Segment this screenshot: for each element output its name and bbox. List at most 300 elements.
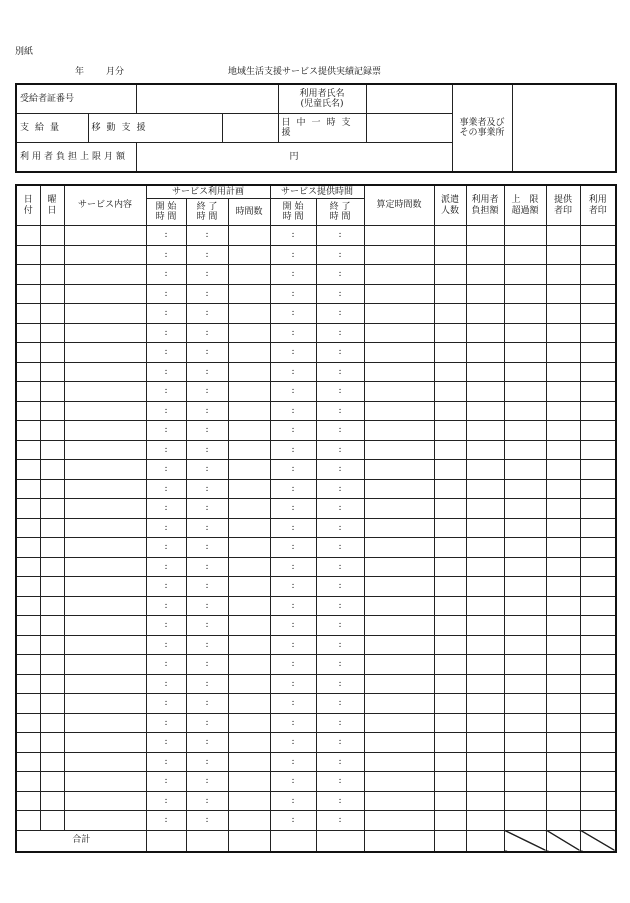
billing-hours-cell[interactable] [364,499,434,519]
actual-start-cell[interactable] [270,343,316,363]
plan-hours-cell[interactable] [228,226,270,246]
service-content-cell[interactable] [64,401,146,421]
excess-cell[interactable] [504,284,546,304]
plan-hours-cell[interactable] [228,499,270,519]
weekday-cell[interactable] [40,499,64,519]
mobility-support-field[interactable] [222,114,278,143]
actual-end-cell[interactable] [316,245,364,265]
plan-end-cell[interactable] [186,694,228,714]
day-cell[interactable] [16,284,40,304]
actual-start-cell[interactable] [270,479,316,499]
plan-hours-cell[interactable] [228,557,270,577]
actual-start-cell[interactable] [270,440,316,460]
dispatch-cell[interactable] [434,323,466,343]
plan-end-cell[interactable] [186,557,228,577]
actual-end-cell[interactable] [316,362,364,382]
plan-end-cell[interactable] [186,343,228,363]
copay-cell[interactable] [466,265,504,285]
billing-hours-cell[interactable] [364,265,434,285]
user-seal-cell[interactable] [580,265,616,285]
copay-cell[interactable] [466,460,504,480]
dispatch-cell[interactable] [434,245,466,265]
actual-end-cell[interactable] [316,401,364,421]
copay-limit-field[interactable] [136,143,452,173]
dispatch-cell[interactable] [434,226,466,246]
plan-start-cell[interactable] [146,343,186,363]
service-content-cell[interactable] [64,226,146,246]
dispatch-cell[interactable] [434,499,466,519]
actual-end-cell[interactable] [316,460,364,480]
day-cell[interactable] [16,343,40,363]
actual-end-cell[interactable] [316,635,364,655]
excess-cell[interactable] [504,791,546,811]
excess-cell[interactable] [504,499,546,519]
dispatch-cell[interactable] [434,538,466,558]
weekday-cell[interactable] [40,752,64,772]
excess-cell[interactable] [504,616,546,636]
plan-hours-cell[interactable] [228,304,270,324]
weekday-cell[interactable] [40,538,64,558]
billing-hours-cell[interactable] [364,518,434,538]
plan-end-cell[interactable] [186,655,228,675]
excess-cell[interactable] [504,655,546,675]
actual-start-cell[interactable] [270,772,316,792]
service-content-cell[interactable] [64,245,146,265]
billing-hours-cell[interactable] [364,343,434,363]
total-plan-end[interactable] [186,830,228,852]
weekday-cell[interactable] [40,596,64,616]
service-content-cell[interactable] [64,811,146,831]
service-content-cell[interactable] [64,460,146,480]
actual-end-cell[interactable] [316,791,364,811]
actual-end-cell[interactable] [316,752,364,772]
weekday-cell[interactable] [40,733,64,753]
plan-hours-cell[interactable] [228,265,270,285]
plan-hours-cell[interactable] [228,616,270,636]
excess-cell[interactable] [504,733,546,753]
actual-start-cell[interactable] [270,635,316,655]
plan-end-cell[interactable] [186,538,228,558]
plan-start-cell[interactable] [146,811,186,831]
excess-cell[interactable] [504,772,546,792]
excess-cell[interactable] [504,752,546,772]
copay-cell[interactable] [466,440,504,460]
provider-seal-cell[interactable] [546,713,580,733]
actual-start-cell[interactable] [270,791,316,811]
billing-hours-cell[interactable] [364,479,434,499]
billing-hours-cell[interactable] [364,226,434,246]
actual-start-cell[interactable] [270,460,316,480]
dispatch-cell[interactable] [434,635,466,655]
actual-start-cell[interactable] [270,694,316,714]
actual-start-cell[interactable] [270,499,316,519]
service-content-cell[interactable] [64,421,146,441]
provider-seal-cell[interactable] [546,694,580,714]
day-cell[interactable] [16,499,40,519]
day-cell[interactable] [16,713,40,733]
plan-start-cell[interactable] [146,226,186,246]
dispatch-cell[interactable] [434,460,466,480]
weekday-cell[interactable] [40,772,64,792]
service-content-cell[interactable] [64,538,146,558]
dispatch-cell[interactable] [434,362,466,382]
actual-end-cell[interactable] [316,577,364,597]
copay-cell[interactable] [466,479,504,499]
dispatch-cell[interactable] [434,304,466,324]
billing-hours-cell[interactable] [364,362,434,382]
day-cell[interactable] [16,460,40,480]
user-seal-cell[interactable] [580,713,616,733]
actual-end-cell[interactable] [316,343,364,363]
actual-end-cell[interactable] [316,713,364,733]
billing-hours-cell[interactable] [364,421,434,441]
service-content-cell[interactable] [64,791,146,811]
plan-end-cell[interactable] [186,733,228,753]
actual-end-cell[interactable] [316,811,364,831]
weekday-cell[interactable] [40,811,64,831]
provider-seal-cell[interactable] [546,323,580,343]
dispatch-cell[interactable] [434,401,466,421]
plan-end-cell[interactable] [186,265,228,285]
plan-end-cell[interactable] [186,226,228,246]
plan-end-cell[interactable] [186,362,228,382]
provider-seal-cell[interactable] [546,674,580,694]
plan-end-cell[interactable] [186,284,228,304]
day-cell[interactable] [16,694,40,714]
weekday-cell[interactable] [40,382,64,402]
provider-seal-cell[interactable] [546,382,580,402]
actual-end-cell[interactable] [316,557,364,577]
provider-field[interactable] [512,84,616,172]
copay-cell[interactable] [466,596,504,616]
provider-seal-cell[interactable] [546,577,580,597]
plan-hours-cell[interactable] [228,518,270,538]
user-seal-cell[interactable] [580,479,616,499]
user-seal-cell[interactable] [580,596,616,616]
copay-cell[interactable] [466,421,504,441]
total-dispatch[interactable] [434,830,466,852]
actual-end-cell[interactable] [316,323,364,343]
user-seal-cell[interactable] [580,752,616,772]
plan-start-cell[interactable] [146,440,186,460]
dispatch-cell[interactable] [434,674,466,694]
plan-end-cell[interactable] [186,616,228,636]
plan-end-cell[interactable] [186,323,228,343]
weekday-cell[interactable] [40,440,64,460]
day-cell[interactable] [16,382,40,402]
weekday-cell[interactable] [40,655,64,675]
dispatch-cell[interactable] [434,596,466,616]
user-seal-cell[interactable] [580,499,616,519]
copay-cell[interactable] [466,226,504,246]
copay-cell[interactable] [466,245,504,265]
plan-start-cell[interactable] [146,674,186,694]
plan-start-cell[interactable] [146,323,186,343]
day-cell[interactable] [16,811,40,831]
actual-end-cell[interactable] [316,440,364,460]
plan-hours-cell[interactable] [228,343,270,363]
actual-start-cell[interactable] [270,265,316,285]
dispatch-cell[interactable] [434,518,466,538]
billing-hours-cell[interactable] [364,655,434,675]
dispatch-cell[interactable] [434,772,466,792]
plan-end-cell[interactable] [186,635,228,655]
billing-hours-cell[interactable] [364,772,434,792]
billing-hours-cell[interactable] [364,460,434,480]
plan-end-cell[interactable] [186,791,228,811]
provider-seal-cell[interactable] [546,245,580,265]
excess-cell[interactable] [504,401,546,421]
day-cell[interactable] [16,226,40,246]
excess-cell[interactable] [504,596,546,616]
plan-hours-cell[interactable] [228,323,270,343]
plan-start-cell[interactable] [146,655,186,675]
user-seal-cell[interactable] [580,577,616,597]
actual-end-cell[interactable] [316,596,364,616]
plan-start-cell[interactable] [146,401,186,421]
actual-end-cell[interactable] [316,538,364,558]
plan-end-cell[interactable] [186,596,228,616]
plan-end-cell[interactable] [186,772,228,792]
excess-cell[interactable] [504,440,546,460]
weekday-cell[interactable] [40,323,64,343]
weekday-cell[interactable] [40,362,64,382]
plan-hours-cell[interactable] [228,460,270,480]
weekday-cell[interactable] [40,401,64,421]
weekday-cell[interactable] [40,479,64,499]
dispatch-cell[interactable] [434,713,466,733]
service-content-cell[interactable] [64,382,146,402]
provider-seal-cell[interactable] [546,304,580,324]
service-content-cell[interactable] [64,440,146,460]
plan-start-cell[interactable] [146,382,186,402]
weekday-cell[interactable] [40,577,64,597]
user-seal-cell[interactable] [580,284,616,304]
copay-cell[interactable] [466,713,504,733]
plan-end-cell[interactable] [186,245,228,265]
actual-start-cell[interactable] [270,518,316,538]
total-actual-start[interactable] [270,830,316,852]
service-content-cell[interactable] [64,713,146,733]
user-seal-cell[interactable] [580,245,616,265]
actual-end-cell[interactable] [316,655,364,675]
actual-end-cell[interactable] [316,421,364,441]
plan-hours-cell[interactable] [228,538,270,558]
excess-cell[interactable] [504,343,546,363]
user-seal-cell[interactable] [580,382,616,402]
user-seal-cell[interactable] [580,440,616,460]
user-seal-cell[interactable] [580,772,616,792]
day-cell[interactable] [16,557,40,577]
user-seal-cell[interactable] [580,557,616,577]
plan-end-cell[interactable] [186,674,228,694]
weekday-cell[interactable] [40,304,64,324]
plan-hours-cell[interactable] [228,694,270,714]
actual-start-cell[interactable] [270,713,316,733]
dispatch-cell[interactable] [434,265,466,285]
weekday-cell[interactable] [40,343,64,363]
actual-start-cell[interactable] [270,382,316,402]
service-content-cell[interactable] [64,596,146,616]
day-cell[interactable] [16,791,40,811]
provider-seal-cell[interactable] [546,440,580,460]
weekday-cell[interactable] [40,557,64,577]
copay-cell[interactable] [466,538,504,558]
plan-hours-cell[interactable] [228,440,270,460]
actual-start-cell[interactable] [270,811,316,831]
actual-start-cell[interactable] [270,421,316,441]
day-cell[interactable] [16,752,40,772]
excess-cell[interactable] [504,460,546,480]
actual-start-cell[interactable] [270,557,316,577]
actual-start-cell[interactable] [270,284,316,304]
excess-cell[interactable] [504,694,546,714]
copay-cell[interactable] [466,401,504,421]
plan-hours-cell[interactable] [228,382,270,402]
provider-seal-cell[interactable] [546,499,580,519]
plan-hours-cell[interactable] [228,284,270,304]
copay-cell[interactable] [466,772,504,792]
plan-start-cell[interactable] [146,284,186,304]
day-cell[interactable] [16,596,40,616]
service-content-cell[interactable] [64,616,146,636]
actual-end-cell[interactable] [316,518,364,538]
day-cell[interactable] [16,362,40,382]
dispatch-cell[interactable] [434,752,466,772]
copay-cell[interactable] [466,811,504,831]
weekday-cell[interactable] [40,674,64,694]
billing-hours-cell[interactable] [364,733,434,753]
provider-seal-cell[interactable] [546,284,580,304]
plan-hours-cell[interactable] [228,772,270,792]
dispatch-cell[interactable] [434,791,466,811]
day-cell[interactable] [16,323,40,343]
plan-end-cell[interactable] [186,382,228,402]
excess-cell[interactable] [504,382,546,402]
plan-end-cell[interactable] [186,518,228,538]
service-content-cell[interactable] [64,674,146,694]
day-cell[interactable] [16,518,40,538]
plan-hours-cell[interactable] [228,479,270,499]
service-content-cell[interactable] [64,304,146,324]
provider-seal-cell[interactable] [546,733,580,753]
actual-start-cell[interactable] [270,596,316,616]
excess-cell[interactable] [504,557,546,577]
dispatch-cell[interactable] [434,557,466,577]
provider-seal-cell[interactable] [546,421,580,441]
weekday-cell[interactable] [40,265,64,285]
dispatch-cell[interactable] [434,343,466,363]
user-seal-cell[interactable] [580,635,616,655]
billing-hours-cell[interactable] [364,401,434,421]
service-content-cell[interactable] [64,655,146,675]
excess-cell[interactable] [504,811,546,831]
user-seal-cell[interactable] [580,791,616,811]
plan-hours-cell[interactable] [228,713,270,733]
excess-cell[interactable] [504,226,546,246]
plan-start-cell[interactable] [146,518,186,538]
provider-seal-cell[interactable] [546,811,580,831]
user-seal-cell[interactable] [580,323,616,343]
dispatch-cell[interactable] [434,382,466,402]
copay-cell[interactable] [466,733,504,753]
day-cell[interactable] [16,538,40,558]
actual-start-cell[interactable] [270,401,316,421]
billing-hours-cell[interactable] [364,616,434,636]
actual-end-cell[interactable] [316,382,364,402]
weekday-cell[interactable] [40,713,64,733]
actual-end-cell[interactable] [316,226,364,246]
excess-cell[interactable] [504,538,546,558]
plan-start-cell[interactable] [146,694,186,714]
actual-end-cell[interactable] [316,265,364,285]
copay-cell[interactable] [466,323,504,343]
plan-end-cell[interactable] [186,460,228,480]
provider-seal-cell[interactable] [546,343,580,363]
provider-seal-cell[interactable] [546,479,580,499]
user-seal-cell[interactable] [580,226,616,246]
weekday-cell[interactable] [40,616,64,636]
plan-end-cell[interactable] [186,440,228,460]
copay-cell[interactable] [466,557,504,577]
excess-cell[interactable] [504,304,546,324]
plan-start-cell[interactable] [146,557,186,577]
plan-start-cell[interactable] [146,245,186,265]
plan-hours-cell[interactable] [228,245,270,265]
plan-end-cell[interactable] [186,577,228,597]
daytime-support-field[interactable] [366,114,452,143]
total-actual-end[interactable] [316,830,364,852]
provider-seal-cell[interactable] [546,616,580,636]
provider-seal-cell[interactable] [546,557,580,577]
service-content-cell[interactable] [64,635,146,655]
provider-seal-cell[interactable] [546,226,580,246]
plan-start-cell[interactable] [146,577,186,597]
billing-hours-cell[interactable] [364,577,434,597]
user-seal-cell[interactable] [580,304,616,324]
plan-start-cell[interactable] [146,421,186,441]
copay-cell[interactable] [466,694,504,714]
billing-hours-cell[interactable] [364,713,434,733]
copay-cell[interactable] [466,382,504,402]
provider-seal-cell[interactable] [546,772,580,792]
billing-hours-cell[interactable] [364,674,434,694]
actual-start-cell[interactable] [270,245,316,265]
billing-hours-cell[interactable] [364,323,434,343]
provider-seal-cell[interactable] [546,460,580,480]
user-seal-cell[interactable] [580,616,616,636]
plan-start-cell[interactable] [146,635,186,655]
billing-hours-cell[interactable] [364,596,434,616]
provider-seal-cell[interactable] [546,791,580,811]
user-seal-cell[interactable] [580,421,616,441]
plan-end-cell[interactable] [186,713,228,733]
excess-cell[interactable] [504,479,546,499]
day-cell[interactable] [16,245,40,265]
service-content-cell[interactable] [64,284,146,304]
plan-start-cell[interactable] [146,752,186,772]
total-billing-hours[interactable] [364,830,434,852]
actual-start-cell[interactable] [270,752,316,772]
plan-start-cell[interactable] [146,479,186,499]
provider-seal-cell[interactable] [546,655,580,675]
total-copay[interactable] [466,830,504,852]
day-cell[interactable] [16,401,40,421]
user-seal-cell[interactable] [580,401,616,421]
day-cell[interactable] [16,577,40,597]
user-seal-cell[interactable] [580,694,616,714]
weekday-cell[interactable] [40,518,64,538]
